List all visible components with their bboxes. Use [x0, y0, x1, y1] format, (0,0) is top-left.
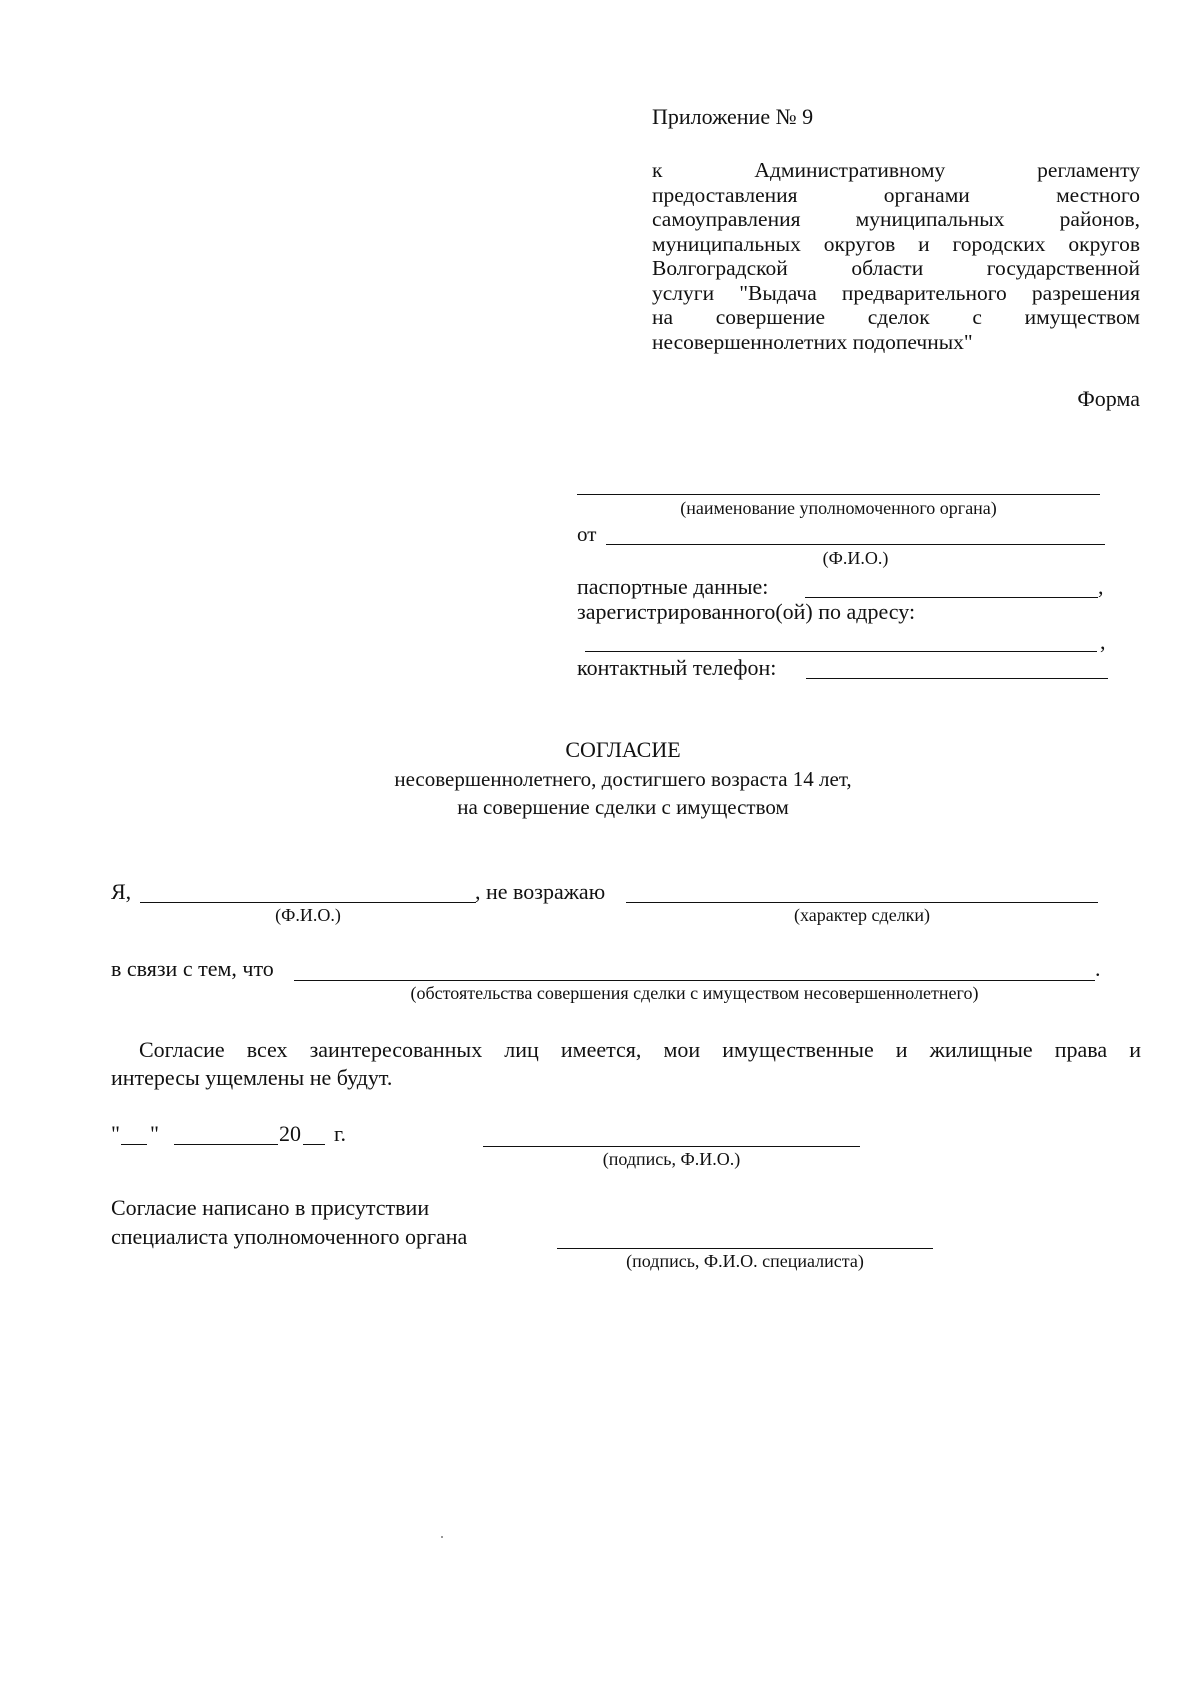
- circumstances-line[interactable]: [294, 980, 1095, 981]
- phone-line[interactable]: [806, 678, 1108, 679]
- regulation-line: несовершеннолетних подопечных": [652, 329, 973, 354]
- applicant-fio-line[interactable]: [606, 544, 1105, 545]
- reason-period: .: [1095, 956, 1101, 981]
- witness-line-1: Согласие написано в присутствии: [111, 1195, 430, 1220]
- consenter-fio-line[interactable]: [140, 902, 476, 903]
- deal-nature-line[interactable]: [626, 902, 1098, 903]
- regulation-line: к Административному регламенту: [652, 158, 1140, 182]
- address-line[interactable]: [585, 651, 1097, 652]
- consenter-fio-caption: (Ф.И.О.): [275, 905, 341, 925]
- passport-comma: ,: [1098, 574, 1104, 599]
- no-objection-text: , не возражаю: [475, 879, 606, 904]
- date-quote-close: ": [150, 1121, 159, 1146]
- document-title: СОГЛАСИЕ: [565, 737, 681, 762]
- regulation-line: на совершение сделок с имуществом: [652, 305, 1140, 329]
- year-prefix: 20: [279, 1121, 301, 1146]
- scan-speck: [441, 1536, 443, 1538]
- passport-label: паспортные данные:: [577, 574, 769, 599]
- phone-label: контактный телефон:: [577, 655, 777, 680]
- month-line[interactable]: [174, 1144, 278, 1145]
- consent-paragraph: [111, 1036, 1141, 1092]
- date-quote-open: ": [111, 1121, 120, 1146]
- signature-line[interactable]: [483, 1146, 860, 1147]
- deal-nature-caption: (характер сделки): [793, 905, 931, 925]
- regulation-line: услуги "Выдача предварительного разрешения: [652, 280, 1140, 305]
- regulation-reference: [652, 158, 1140, 354]
- address-label: зарегистрированного(ой) по адресу:: [577, 599, 916, 624]
- document-subtitle-2: на совершение сделки с имуществом: [457, 795, 789, 819]
- specialist-signature-line[interactable]: [557, 1248, 933, 1249]
- authority-name-line[interactable]: [577, 494, 1100, 495]
- from-label: от: [577, 522, 597, 546]
- form-label: Форма: [1077, 386, 1140, 411]
- regulation-line: предоставления органами местного: [652, 182, 1140, 207]
- year-suffix: г.: [334, 1121, 347, 1146]
- consent-line-2: интересы ущемлены не будут.: [111, 1065, 393, 1090]
- document-subtitle-1: несовершеннолетнего, достигшего возраста 14 лет,: [394, 767, 852, 791]
- specialist-signature-caption: (подпись, Ф.И.О. специалиста): [626, 1251, 864, 1271]
- regulation-line: самоуправления муниципальных районов,: [652, 207, 1140, 231]
- authority-caption: (наименование уполномоченного органа): [680, 498, 997, 518]
- day-line[interactable]: [121, 1144, 147, 1145]
- signature-caption: (подпись, Ф.И.О.): [602, 1149, 741, 1169]
- passport-line[interactable]: [805, 597, 1098, 598]
- appendix-title: Приложение № 9: [652, 104, 814, 129]
- regulation-line: муниципальных округов и городских округов: [652, 231, 1140, 256]
- i-label: Я,: [111, 879, 132, 904]
- reason-label: в связи с тем, что: [111, 956, 274, 981]
- address-comma: ,: [1100, 629, 1106, 654]
- regulation-line: Волгоградской области государственной: [652, 256, 1140, 280]
- consent-line-1: Согласие всех заинтересованных лиц имеется, мои имущественные и жилищные права и: [139, 1037, 1141, 1062]
- year-line[interactable]: [303, 1144, 325, 1145]
- witness-line-2: специалиста уполномоченного органа: [111, 1224, 468, 1249]
- applicant-fio-caption: (Ф.И.О.): [822, 548, 889, 568]
- circumstances-caption: (обстоятельства совершения сделки с имуществом несовершеннолетнего): [410, 983, 979, 1003]
